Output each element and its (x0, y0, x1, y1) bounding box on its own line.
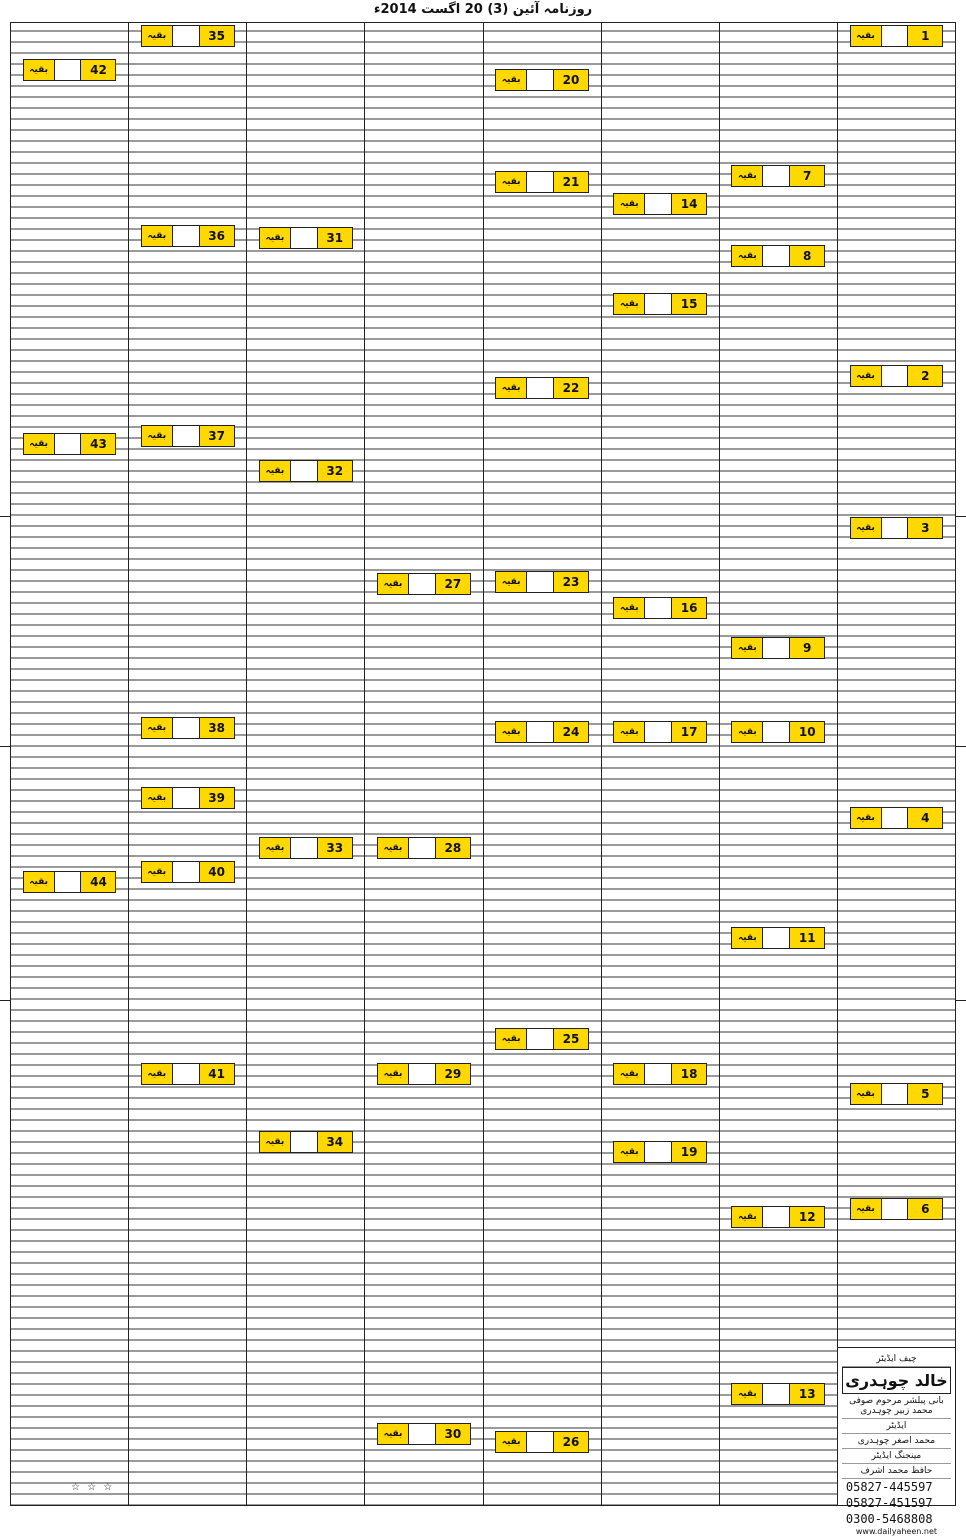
continuation-badge (495, 1028, 589, 1050)
continuation-label: بقیہ (614, 1142, 645, 1162)
continuation-badge (495, 69, 589, 91)
newspaper-columns (10, 22, 956, 1536)
continuation-number: 22 (553, 378, 588, 398)
badge-spacer (763, 638, 789, 658)
continuation-label: بقیہ (614, 294, 645, 314)
badge-spacer (882, 1084, 908, 1104)
continuation-badge (259, 837, 353, 859)
badge-spacer (882, 26, 908, 46)
continuation-label: بقیہ (496, 1432, 527, 1452)
continuation-label: بقیہ (732, 166, 763, 186)
badge-spacer (55, 434, 81, 454)
continuation-label: بقیہ (142, 862, 173, 882)
continuation-badge (613, 721, 707, 743)
continuation-number: 30 (435, 1424, 470, 1444)
continuation-badge (850, 517, 944, 539)
continuation-number: 12 (789, 1207, 824, 1227)
continuation-label: بقیہ (496, 172, 527, 192)
continuation-label: بقیہ (378, 574, 409, 594)
badge-spacer (645, 294, 671, 314)
article-column-1 (837, 23, 955, 1536)
continuation-label: بقیہ (496, 572, 527, 592)
continuation-number: 23 (553, 572, 588, 592)
article-column-2 (719, 23, 837, 1505)
continuation-label: بقیہ (142, 718, 173, 738)
continuation-badge (141, 717, 235, 739)
article-column-3 (601, 23, 719, 1505)
continuation-label: بقیہ (614, 598, 645, 618)
continuation-number: 21 (553, 172, 588, 192)
badge-spacer (409, 1064, 435, 1084)
continuation-label: بقیہ (851, 808, 882, 828)
footer-stars: ☆ ☆ ☆ (71, 1482, 115, 1493)
continuation-badge (731, 1206, 825, 1228)
continuation-number: 14 (671, 194, 706, 214)
continuation-label: بقیہ (614, 194, 645, 214)
continuation-number: 15 (671, 294, 706, 314)
article-column-8 (11, 23, 128, 1505)
continuation-number: 24 (553, 722, 588, 742)
badge-spacer (291, 461, 317, 481)
continuation-badge (495, 571, 589, 593)
continuation-label: بقیہ (142, 1064, 173, 1084)
continuation-badge (141, 1063, 235, 1085)
continuation-number: 2 (907, 366, 942, 386)
badge-spacer (645, 1142, 671, 1162)
badge-spacer (173, 718, 199, 738)
continuation-number: 40 (199, 862, 234, 882)
badge-spacer (763, 1384, 789, 1404)
continuation-number: 1 (907, 26, 942, 46)
continuation-number: 25 (553, 1029, 588, 1049)
crop-mark (0, 516, 10, 517)
chief-editor-name: خالد چوہدری (842, 1367, 951, 1394)
continuation-badge (850, 25, 944, 47)
continuation-number: 4 (907, 808, 942, 828)
continuation-badge (495, 1431, 589, 1453)
badge-spacer (527, 722, 553, 742)
continuation-number: 34 (317, 1132, 352, 1152)
continuation-label: بقیہ (851, 518, 882, 538)
continuation-label: بقیہ (378, 1064, 409, 1084)
continuation-label: بقیہ (24, 872, 55, 892)
badge-spacer (645, 598, 671, 618)
continuation-label: بقیہ (378, 838, 409, 858)
continuation-number: 7 (789, 166, 824, 186)
continuation-label: بقیہ (732, 1207, 763, 1227)
badge-spacer (527, 572, 553, 592)
crop-mark (0, 1000, 10, 1001)
continuation-number: 13 (789, 1384, 824, 1404)
continuation-label: بقیہ (732, 638, 763, 658)
continuation-number: 11 (789, 928, 824, 948)
badge-spacer (763, 246, 789, 266)
continuation-label: بقیہ (378, 1424, 409, 1444)
continuation-label: بقیہ (851, 26, 882, 46)
continuation-number: 35 (199, 26, 234, 46)
continuation-number: 32 (317, 461, 352, 481)
continuation-number: 20 (553, 70, 588, 90)
continuation-label: بقیہ (732, 246, 763, 266)
continuation-label: بقیہ (260, 228, 291, 248)
continuation-badge (495, 721, 589, 743)
continuation-badge (613, 293, 707, 315)
continuation-badge (731, 927, 825, 949)
continuation-label: بقیہ (851, 1199, 882, 1219)
badge-spacer (882, 1199, 908, 1219)
continuation-number: 8 (789, 246, 824, 266)
continuation-label: بقیہ (260, 461, 291, 481)
continuation-label: بقیہ (142, 426, 173, 446)
continuation-number: 3 (907, 518, 942, 538)
continuation-badge (259, 460, 353, 482)
crop-mark (956, 1000, 966, 1001)
continuation-badge (613, 597, 707, 619)
continuation-badge (495, 171, 589, 193)
phone-number: 0300-5468808 (845, 1512, 933, 1526)
badge-spacer (409, 838, 435, 858)
badge-spacer (173, 1064, 199, 1084)
continuation-label: بقیہ (614, 722, 645, 742)
badge-spacer (173, 426, 199, 446)
continuation-label: بقیہ (732, 928, 763, 948)
continuation-label: بقیہ (260, 1132, 291, 1152)
crop-mark (956, 516, 966, 517)
badge-spacer (763, 1207, 789, 1227)
continuation-badge (259, 1131, 353, 1153)
continuation-label: بقیہ (851, 1084, 882, 1104)
continuation-label: بقیہ (732, 722, 763, 742)
badge-spacer (763, 166, 789, 186)
continuation-number: 37 (199, 426, 234, 446)
editor-name: محمد اصغر چوہدری (842, 1434, 951, 1449)
continuation-badge (731, 245, 825, 267)
badge-spacer (882, 808, 908, 828)
continuation-badge (141, 425, 235, 447)
continuation-label: بقیہ (24, 60, 55, 80)
continuation-label: بقیہ (24, 434, 55, 454)
continuation-badge (141, 861, 235, 883)
badge-spacer (291, 838, 317, 858)
badge-spacer (882, 518, 908, 538)
badge-spacer (173, 862, 199, 882)
continuation-label: بقیہ (496, 1029, 527, 1049)
masthead-box (838, 1347, 955, 1536)
continuation-badge (141, 225, 235, 247)
continuation-label: بقیہ (614, 1064, 645, 1084)
badge-spacer (527, 172, 553, 192)
continuation-number: 41 (199, 1064, 234, 1084)
badge-spacer (55, 60, 81, 80)
badge-spacer (291, 1132, 317, 1152)
badge-spacer (763, 928, 789, 948)
chief-editor-label: چیف ایڈیٹر (842, 1352, 951, 1367)
continuation-badge (141, 25, 235, 47)
badge-spacer (409, 574, 435, 594)
phone-number: 05827-451597 (845, 1496, 933, 1510)
continuation-badge (495, 377, 589, 399)
continuation-badge (613, 193, 707, 215)
continuation-badge (23, 59, 117, 81)
continuation-number: 39 (199, 788, 234, 808)
continuation-badge (259, 227, 353, 249)
badge-spacer (645, 194, 671, 214)
continuation-badge (731, 1383, 825, 1405)
continuation-label: بقیہ (142, 788, 173, 808)
continuation-badge (613, 1063, 707, 1085)
continuation-badge (613, 1141, 707, 1163)
continuation-number: 6 (907, 1199, 942, 1219)
continuation-number: 18 (671, 1064, 706, 1084)
editor-label: ایڈیٹر (842, 1419, 951, 1434)
continuation-badge (377, 573, 471, 595)
badge-spacer (173, 226, 199, 246)
badge-spacer (645, 722, 671, 742)
continuation-number: 26 (553, 1432, 588, 1452)
continuation-badge (850, 365, 944, 387)
continuation-number: 28 (435, 838, 470, 858)
continuation-number: 16 (671, 598, 706, 618)
continuation-number: 42 (80, 60, 115, 80)
continuation-badge (23, 433, 117, 455)
badge-spacer (291, 228, 317, 248)
continuation-number: 38 (199, 718, 234, 738)
continuation-number: 10 (789, 722, 824, 742)
continuation-number: 31 (317, 228, 352, 248)
crop-mark (956, 746, 966, 747)
continuation-badge (850, 1083, 944, 1105)
continuation-number: 29 (435, 1064, 470, 1084)
page-header-date: روزنامہ آئین (3) 20 اگست 2014ء (373, 2, 593, 17)
continuation-number: 44 (80, 872, 115, 892)
continuation-badge (731, 637, 825, 659)
continuation-badge (850, 1198, 944, 1220)
continuation-label: بقیہ (851, 366, 882, 386)
continuation-number: 36 (199, 226, 234, 246)
badge-spacer (409, 1424, 435, 1444)
continuation-badge (141, 787, 235, 809)
badge-spacer (173, 788, 199, 808)
continuation-number: 43 (80, 434, 115, 454)
continuation-badge (850, 807, 944, 829)
badge-spacer (527, 1029, 553, 1049)
article-column-7 (128, 23, 246, 1505)
continuation-number: 19 (671, 1142, 706, 1162)
badge-spacer (645, 1064, 671, 1084)
crop-mark (0, 746, 10, 747)
continuation-badge (377, 1063, 471, 1085)
badge-spacer (527, 378, 553, 398)
continuation-badge (377, 1423, 471, 1445)
website-link[interactable]: www.dailyaheen.net (855, 1527, 938, 1536)
continuation-number: 33 (317, 838, 352, 858)
continuation-label: بقیہ (496, 722, 527, 742)
badge-spacer (527, 70, 553, 90)
badge-spacer (882, 366, 908, 386)
continuation-number: 9 (789, 638, 824, 658)
managing-editor-name: حافظ محمد اشرف (842, 1464, 951, 1479)
badge-spacer (527, 1432, 553, 1452)
article-column-4 (483, 23, 601, 1505)
continuation-label: بقیہ (496, 378, 527, 398)
continuation-badge (377, 837, 471, 859)
badge-spacer (55, 872, 81, 892)
continuation-badge (23, 871, 117, 893)
managing-editor-label: مینجنگ ایڈیٹر (842, 1449, 951, 1464)
continuation-label: بقیہ (496, 70, 527, 90)
continuation-label: بقیہ (732, 1384, 763, 1404)
article-column-6 (246, 23, 364, 1505)
continuation-label: بقیہ (260, 838, 291, 858)
continuation-badge (731, 165, 825, 187)
badge-spacer (763, 722, 789, 742)
badge-spacer (173, 26, 199, 46)
continuation-label: بقیہ (142, 226, 173, 246)
continuation-number: 17 (671, 722, 706, 742)
article-column-5 (364, 23, 482, 1505)
continuation-label: بقیہ (142, 26, 173, 46)
continuation-number: 5 (907, 1084, 942, 1104)
continuation-badge (731, 721, 825, 743)
founder-line: بانی پبلشر مرحوم صوفی محمد زبیر چوہدری (842, 1394, 951, 1419)
continuation-number: 27 (435, 574, 470, 594)
phone-number: 05827-445597 (845, 1480, 933, 1494)
